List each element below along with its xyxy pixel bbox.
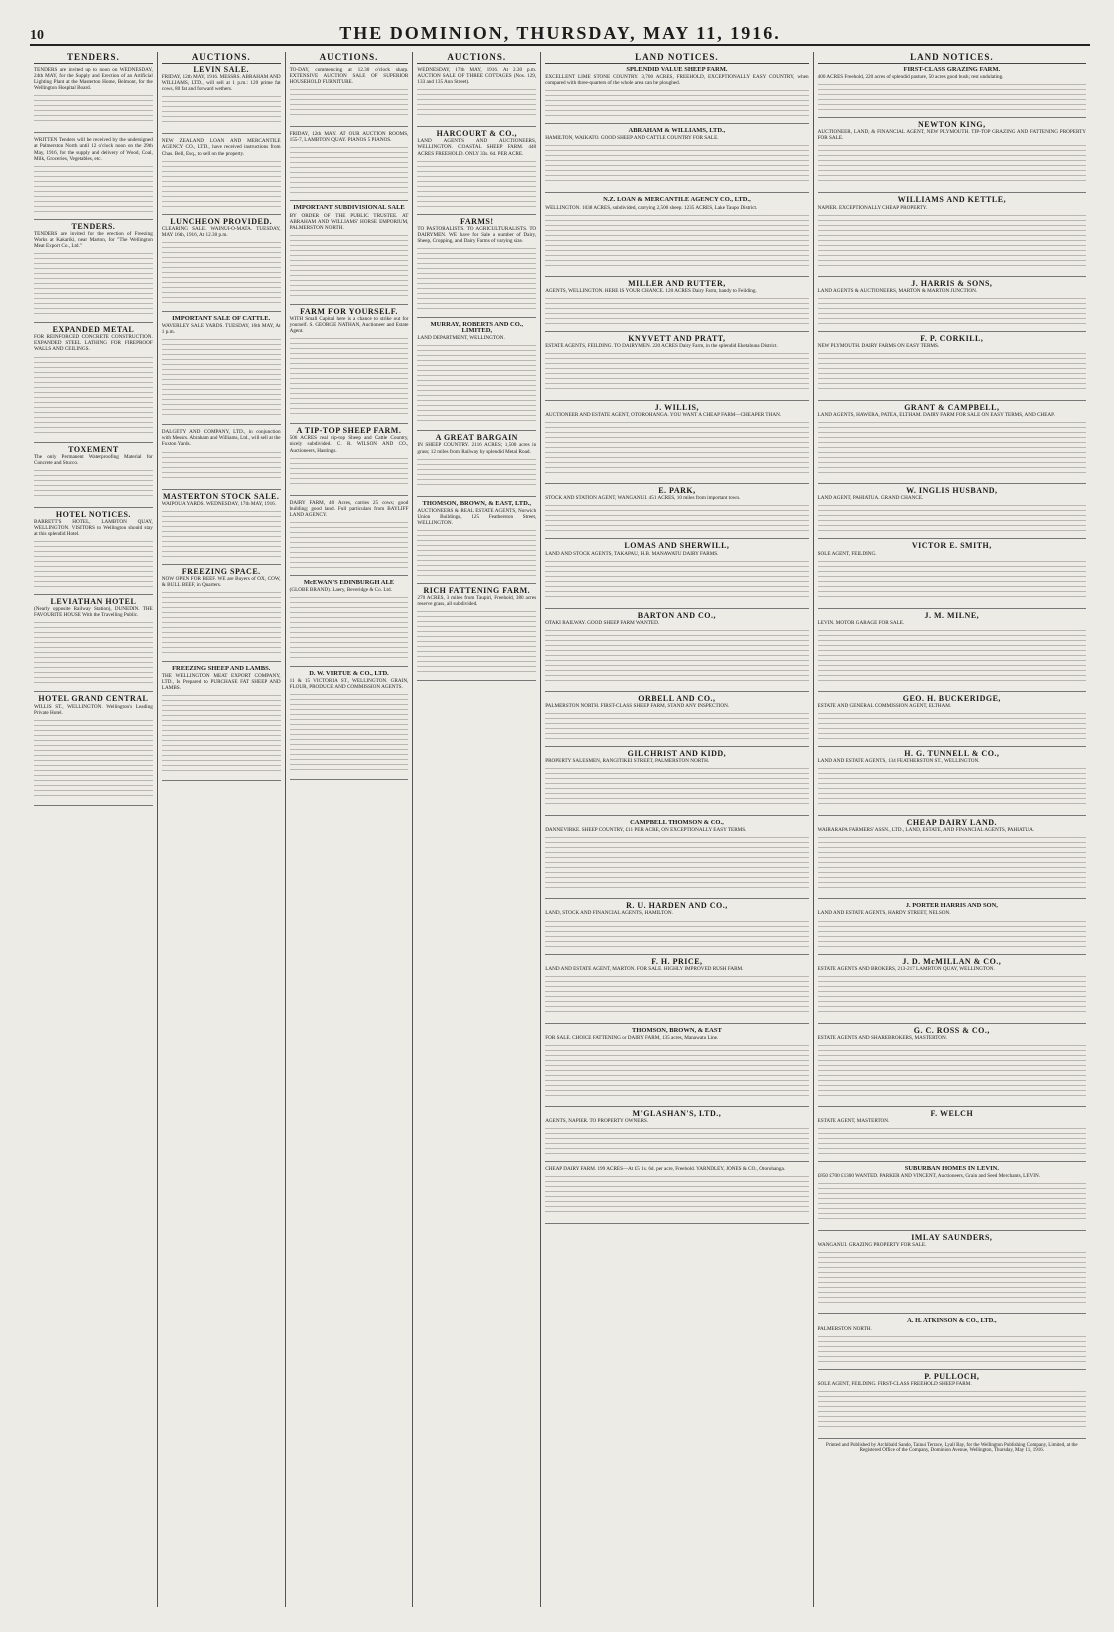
- column-heading: LAND NOTICES.: [818, 52, 1086, 64]
- fine-print-lines: [34, 716, 153, 798]
- advertisement-body: HAMILTON, WAIKATO. GOOD SHEEP AND CATTLE COUNTRY FOR SALE.: [545, 135, 719, 142]
- advertisement-title: MURRAY, ROBERTS AND CO., LIMITED,: [430, 321, 524, 335]
- advertisement-title: THOMSON, BROWN, & EAST, LTD.,: [422, 499, 532, 507]
- advertisement-title: FIRST-CLASS GRAZING FARM.: [903, 66, 1001, 73]
- advertisement: [34, 137, 153, 219]
- fine-print-lines: [162, 238, 281, 304]
- fine-print-lines: [34, 353, 153, 435]
- advertisement: [817, 1108, 1086, 1162]
- advertisement-title: J. WILLIS,: [654, 403, 699, 413]
- advertisement-body: WAIPOUA YARDS. WEDNESDAY, 17th MAY, 1916.: [161, 500, 277, 507]
- advertisement: [817, 278, 1086, 332]
- advertisement-title: N.Z. LOAN & MERCANTILE AGENCY CO., LTD.,: [603, 196, 751, 204]
- advertisement: [290, 500, 409, 576]
- advertisement-title: P. PULLOCH,: [924, 1371, 980, 1381]
- advertisement-title: CHEAP DAIRY LAND.: [906, 818, 998, 828]
- column-heading: LAND NOTICES.: [545, 52, 808, 64]
- column-auctions-2: [286, 52, 414, 1607]
- advertisement-title: FREEZING SHEEP AND LAMBS.: [172, 664, 271, 672]
- advertisement-body: LAND AND ESTATE AGENT, MARTON. FOR SALE. HIGHLY IMPROVED RUSH FARM.: [545, 965, 744, 972]
- fine-print-lines: [545, 1041, 808, 1099]
- advertisement-body: WITH Small Capital here is a chance to strike out for yourself. S. GEORGE NATHAN, Auctioneer and Estate Agent.: [289, 315, 409, 335]
- advertisement: [162, 666, 281, 781]
- advertisement-title: IMPORTANT SALE OF CATTLE.: [172, 314, 271, 322]
- fine-print-lines: [818, 1124, 1086, 1154]
- advertisement: [161, 491, 281, 565]
- fine-print-lines: [162, 157, 281, 207]
- advertisement-title: LEVIATHAN HOTEL: [50, 597, 137, 607]
- fine-print-lines: [818, 349, 1086, 393]
- fine-print-lines: [417, 526, 536, 576]
- column-auctions-3: [413, 52, 541, 1607]
- advertisement-title: LOMAS AND SHERWILL,: [624, 541, 730, 551]
- advertisement-title: GILCHRIST AND KIDD,: [627, 748, 727, 758]
- advertisement-title: THOMSON, BROWN, & EAST: [632, 1026, 722, 1034]
- fine-print-lines: [162, 691, 281, 773]
- advertisement-body: WILLIS ST., WELLINGTON. Wellington's Leading Private Hotel.: [34, 703, 153, 716]
- fine-print-lines: [290, 518, 409, 568]
- advertisement-body: LAND AGENT, PAHIATUA. GRAND CHANCE.: [817, 495, 924, 502]
- advertisement-title: A GREAT BARGAIN: [435, 433, 518, 443]
- advertisement: [290, 205, 409, 304]
- fine-print-lines: [34, 618, 153, 684]
- fine-print-lines: [162, 588, 281, 654]
- advertisement: [818, 1318, 1086, 1369]
- advertisement: [161, 566, 281, 662]
- fine-print-lines: [290, 85, 409, 119]
- advertisement-title: WILLIAMS AND KETTLE,: [897, 195, 1007, 205]
- advertisement-body: TENDERS are invited for the erection of Freezing Works at Kakariki, near Marton, for "The Wellington Meat Export Co., Ltd.": [34, 230, 153, 250]
- fine-print-lines: [545, 833, 808, 891]
- advertisement: [545, 543, 808, 608]
- advertisement: [290, 131, 409, 201]
- advertisement: [818, 1166, 1086, 1231]
- advertisement-body: TO-DAY, commencing at 12.30 o'clock sharp. EXTENSIVE AUCTION SALE OF SUPERIOR HOUSEHOLD FURNITURE.: [289, 67, 409, 86]
- advertisement-body: AUCTIONEERS & REAL ESTATE AGENTS, Norwich Union Buildings, 125 Featherston Street, WELLINGTON.: [417, 507, 537, 526]
- advertisement-body: SOLE AGENT, FEILDING. FIRST-CLASS FREEHOLD SHEEP FARM.: [817, 1380, 972, 1387]
- fine-print-lines: [417, 607, 536, 673]
- advertisement-title: IMLAY SAUNDERS,: [911, 1233, 993, 1243]
- fine-print-lines: [34, 466, 153, 500]
- advertisement-title: SUBURBAN HOMES IN LEVIN.: [904, 1165, 999, 1173]
- advertisement: [817, 610, 1086, 692]
- fine-print-lines: [417, 455, 536, 489]
- advertisement-title: ORBELL AND CO.,: [638, 693, 716, 703]
- advertisement-title: EXPANDED METAL: [52, 325, 135, 335]
- fine-print-lines: [545, 349, 808, 393]
- advertisement: [545, 820, 808, 899]
- fine-print-lines: [818, 764, 1086, 808]
- advertisement: [545, 67, 808, 124]
- fine-print-lines: [818, 1041, 1086, 1099]
- advertisement-body: WANGANUI. GRAZING PROPERTY FOR SALE.: [817, 1242, 927, 1249]
- fine-print-lines: [290, 593, 409, 659]
- advertisement-body: NEW PLYMOUTH. DAIRY FARMS ON EASY TERMS.: [817, 342, 940, 349]
- advertisement-title: KNYVETT AND PRATT,: [628, 333, 726, 343]
- advertisement-body: WELLINGTON. 1038 ACRES, subdivided, carrying 2,500 sheep. 1235 ACRES, Lake Taupo District.: [545, 204, 758, 211]
- fine-print-lines: [545, 501, 808, 531]
- advertisement-body: DANNEVIRKE. SHEEP COUNTRY, £11 PER ACRE, ON EXCEPTIONALLY EASY TERMS.: [545, 827, 747, 834]
- advertisement-title: F. P. CORKILL,: [920, 333, 984, 343]
- fine-print-lines: [290, 334, 409, 416]
- fine-print-lines: [545, 764, 808, 808]
- advertisement-body: WAVERLEY SALE YARDS. TUESDAY, 16th MAY, At 1 p.m.: [161, 323, 281, 336]
- advertisement: [545, 128, 808, 193]
- advertisement-body: FRIDAY, 12th MAY. AT OUR AUCTION ROOMS, 155-7, LAMBTON QUAY. PIANOS 5 PIANOS.: [289, 131, 409, 144]
- advertisement: [417, 131, 536, 214]
- advertisement-body: WAIRARAPA FARMERS' ASSN., LTD., LAND, ESTATE, AND FINANCIAL AGENTS, PAHIATUA.: [817, 827, 1035, 834]
- advertisement: [545, 610, 808, 692]
- advertisement-body: CHEAP DAIRY FARM. 199 ACRES—At £5 1s. 6d. per acre, Freehold. YARNDLEY, JONES & CO., Otorohanga.: [545, 1166, 786, 1173]
- fine-print-lines: [34, 249, 153, 315]
- advertisement: [34, 221, 153, 323]
- fine-print-lines: [545, 709, 808, 739]
- advertisement: [545, 693, 808, 747]
- advertisement-body: AUCTIONEER AND ESTATE AGENT, OTOROHANGA. YOU WANT A CHEAP FARM—CHEAPER THAN.: [545, 412, 782, 419]
- advertisement: [817, 1025, 1086, 1107]
- advertisement: [417, 216, 537, 318]
- advertisement-body: STOCK AND STATION AGENT, WANGANUI. 451 ACRES, 10 miles from important town.: [545, 495, 741, 502]
- advertisement-body: BARRETT'S HOTEL, LAMBTON QUAY, WELLINGTON. VISITORS to Wellington should stay at this splendid Hotel.: [34, 518, 153, 538]
- printer-imprint: Printed and Published by Archibald Sando, Tainui Terrace, Lyall Bay, for the Wellington Publishing Company, Limited, at the Registered Office of the Company, Dominion Avenue, Wellington, Thursday, May 11, 1916.: [826, 1442, 1078, 1453]
- advertisement-body: LAND AGENTS, HAWERA, PATEA, ELTHAM. DAIRY FARM FOR SALE ON EASY TERMS, AND CHEAP.: [817, 412, 1055, 419]
- advertisement-body: CLEARING SALE. WAINUI-O-MATA. TUESDAY, MAY 16th, 1916, At 12.30 p.m.: [161, 225, 281, 238]
- advertisement: [545, 488, 808, 539]
- advertisement-body: TENDERS are invited up to noon on WEDNESDAY, 24th MAY, for the Supply and Erection of an Artificial Lighting Plant at the Masterton Home, Belmont, for the Wellington Hospital Board.: [34, 67, 153, 92]
- fine-print-lines: [545, 294, 808, 324]
- advertisement-body: TO PASTORALISTS. TO AGRICULTURALISTS. TO DAIRYMEN. WE have for Sale a number of Dairy, Sheep, Cropping, and Dairy Farms of varying size.: [417, 225, 537, 244]
- column-land-notices-2: [814, 52, 1090, 1607]
- column-heading: AUCTIONS.: [290, 52, 409, 64]
- advertisement: [545, 748, 808, 816]
- fine-print-lines: [34, 537, 153, 587]
- columns-container: [30, 52, 1090, 1607]
- advertisement-body: AGENTS, WELLINGTON. HERE IS YOUR CHANCE. 120 ACRES Dairy Farm, handy to Feilding.: [545, 287, 757, 294]
- advertisement-title: G. C. ROSS & CO.,: [913, 1025, 990, 1035]
- advertisement-body: ESTATE AGENTS, FEILDING. TO DAIRYMEN. 220 ACRES Dairy Farm, in the splendid Eketahuna District.: [545, 342, 778, 349]
- advertisement-title: E. PARK,: [658, 486, 696, 496]
- advertisement-body: OTAKI RAILWAY. GOOD SHEEP FARM WANTED.: [545, 619, 660, 626]
- advertisement-title: A TIP-TOP SHEEP FARM.: [296, 426, 402, 436]
- advertisement-title: HOTEL GRAND CENTRAL: [38, 694, 149, 704]
- advertisement: [289, 306, 409, 424]
- advertisement-body: WEDNESDAY, 17th MAY, 1916. At 2.30 p.m. AUCTION SALE OF THREE COTTAGES (Nos. 129, 133 and 135 Ann Street).: [417, 67, 537, 86]
- column-heading: AUCTIONS.: [162, 52, 281, 64]
- fine-print-lines: [545, 626, 808, 684]
- advertisement-body: 400 ACRES Freehold, 220 acres of splendid pasture, 50 acres good bush; rest undulating.: [817, 74, 1004, 81]
- fine-print-lines: [290, 143, 409, 193]
- advertisement: [417, 67, 536, 127]
- fine-print-lines: [818, 917, 1086, 947]
- fine-print-lines: [290, 231, 409, 297]
- advertisement: [818, 488, 1086, 539]
- fine-print-lines: [545, 917, 808, 947]
- advertisement: [545, 405, 808, 484]
- advertisement-title: D. W. VIRTUE & CO., LTD.: [309, 670, 389, 678]
- advertisement: [162, 138, 281, 214]
- advertisement-title: IMPORTANT SUBDIVISIONAL SALE: [293, 204, 405, 212]
- advertisement-body: ESTATE AGENT, MASTERTON.: [817, 1118, 890, 1124]
- fine-print-lines: [417, 244, 536, 310]
- fine-print-lines: [417, 157, 536, 207]
- advertisement-title: RICH FATTENING FARM.: [423, 585, 531, 595]
- advertisement: [34, 599, 153, 692]
- fine-print-lines: [545, 418, 808, 476]
- column-land-notices-1: [541, 52, 813, 1607]
- advertisement-title: J. PORTER HARRIS AND SON,: [905, 902, 998, 910]
- advertisement-title: F. H. PRICE,: [651, 956, 703, 966]
- advertisement-body: NEW ZEALAND LOAN AND MERCANTILE AGENCY CO., LTD., have received instructions from Chas. Bell, Esq., to sell on the property.: [161, 138, 281, 157]
- advertisement-body: (GLOBE BRAND). Laery, Beveridge & Co. Ltd.: [289, 586, 392, 593]
- fine-print-lines: [34, 162, 153, 212]
- fine-print-lines: [818, 501, 1086, 531]
- advertisement-body: NOW OPEN FOR BEEF. WE are Buyers of OX, COW, & BULL BEEF, in Quarters.: [161, 575, 281, 588]
- advertisement-body: (Nearly opposite Railway Station), DUNEDIN. THE FAVOURITE HOUSE With the Travelling Public.: [34, 606, 153, 619]
- advertisement-body: PALMERSTON NORTH. FIRST-CLASS SHEEP FARM, STAND ANY INSPECTION.: [545, 702, 730, 709]
- fine-print-lines: [818, 294, 1086, 324]
- advertisement: [818, 820, 1086, 899]
- advertisement-title: MILLER AND RUTTER,: [628, 278, 726, 288]
- advertisement-body: FOR REINFORCED CONCRETE CONSTRUCTION. EXPANDED STEEL LATHING FOR FIREPROOF WALLS AND CEILINGS.: [34, 334, 153, 353]
- advertisement: [818, 1235, 1086, 1314]
- advertisement: [817, 693, 1086, 747]
- fine-print-lines: [545, 141, 808, 185]
- fine-print-lines: [818, 418, 1086, 476]
- advertisement-title: NEWTON KING,: [918, 120, 986, 130]
- advertisement-body: LAND, STOCK AND FINANCIAL AGENTS, HAMILTON.: [545, 910, 673, 917]
- advertisement-title: SPLENDID VALUE SHEEP FARM.: [626, 66, 728, 73]
- advertisement-body: 270 ACRES, 3 miles from Taupiri, Freehold, 380 acres reserve grass, all subdivided.: [417, 595, 537, 608]
- advertisement: [817, 956, 1086, 1024]
- fine-print-lines: [818, 211, 1086, 269]
- advertisement: [417, 322, 536, 431]
- advertisement-body: DAIRY FARM, 40 Acres, carries 25 cows; good building; good land. Full particulars from BAYLIFF LAND AGENCY.: [289, 499, 409, 518]
- fine-print-lines: [545, 972, 808, 1016]
- advertisement-body: SOLE AGENT, FEILDING.: [817, 550, 877, 557]
- advertisement: [290, 428, 409, 495]
- fine-print-lines: [818, 1179, 1086, 1223]
- advertisement-body: LAND AND ESTATE AGENTS, HARDY STREET, NELSON.: [817, 910, 951, 917]
- advertisement-title: R. U. HARDEN AND CO.,: [626, 901, 728, 911]
- advertisement: [818, 903, 1086, 954]
- fine-print-lines: [818, 833, 1086, 891]
- advertisement-body: WRITTEN Tenders will be received by the undersigned at Palmerston North until 12 o'clock noon on the 29th May, 1916, for the supply and delivery of Wood, Coal, Milk, Groceries, Vegetables, etc.: [34, 137, 153, 162]
- advertisement: [545, 956, 808, 1024]
- advertisement: [34, 444, 153, 508]
- advertisement-body: BY ORDER OF THE PUBLIC TRUSTEE. AT ABRAHAM AND WILLIAMS' HORSE EMPORIUM, PALMERSTON NORTH.: [289, 212, 409, 231]
- fine-print-lines: [545, 1124, 808, 1154]
- advertisement-title: J. M. MILNE,: [924, 610, 980, 620]
- advertisement-title: GEO. H. BUCKERIDGE,: [902, 693, 1001, 703]
- advertisement: [818, 197, 1086, 276]
- fine-print-lines: [545, 86, 808, 116]
- advertisement-body: DALGETY AND COMPANY, LTD., in conjunction with Messrs. Abraham and Williams, Ltd., will sell at the Foxton Yards.: [161, 429, 281, 448]
- column-auctions-1: [158, 52, 286, 1607]
- advertisement-body: LAND AGENTS & AUCTIONEERS, MARTON & MARTON JUNCTION.: [817, 287, 978, 294]
- advertisement-title: GRANT & CAMPBELL,: [904, 403, 1000, 413]
- column-heading: TENDERS.: [34, 52, 153, 64]
- fine-print-lines: [162, 507, 281, 557]
- advertisement-body: AUCTIONEER, LAND, & FINANCIAL AGENT, NEW PLYMOUTH. TIP-TOP GRAZING AND FATTENING PROPERTY FOR SALE.: [817, 129, 1087, 142]
- advertisement-body: ESTATE AND GENERAL COMMISSION AGENT, ELTHAM.: [817, 702, 952, 709]
- advertisement-body: LAND AGENTS AND AUCTIONEERS, WELLINGTON. COASTAL SHEEP FARM. 440 ACRES FREEHOLD. ONLY 33s. 6d. PER ACRE.: [417, 138, 537, 157]
- advertisement-body: LAND AND ESTATE AGENTS, 134 FEATHERSTON ST., WELLINGTON.: [817, 758, 980, 765]
- fine-print-lines: [818, 80, 1086, 110]
- fine-print-lines: [290, 690, 409, 772]
- column-tenders: [30, 52, 158, 1607]
- advertisement: [818, 67, 1086, 118]
- fine-print-lines: [818, 1332, 1086, 1362]
- fine-print-lines: [545, 557, 808, 601]
- advertisement: [545, 278, 808, 332]
- page-number: 10: [30, 28, 44, 43]
- advertisement: [545, 1028, 808, 1107]
- advertisement-title: A. H. ATKINSON & CO., LTD.,: [907, 1317, 997, 1325]
- advertisement: [817, 1371, 1086, 1439]
- advertisement-body: FOR SALE. CHOICE FATTENING or DAIRY FARM, 135 acres, Manawatu Line.: [545, 1034, 719, 1041]
- fine-print-lines: [818, 626, 1086, 684]
- fine-print-lines: [34, 91, 153, 125]
- advertisement: [545, 333, 808, 401]
- advertisement: [290, 67, 409, 127]
- advertisement: [417, 501, 536, 584]
- fine-print-lines: [818, 1387, 1086, 1431]
- fine-print-lines: [417, 85, 536, 119]
- advertisement: [818, 122, 1086, 193]
- advertisement-title: HARCOURT & CO.,: [436, 129, 517, 139]
- advertisement: [162, 429, 281, 489]
- advertisement: [34, 696, 153, 805]
- advertisement-title: VICTOR E. SMITH,: [911, 541, 992, 551]
- fine-print-lines: [818, 972, 1086, 1016]
- advertisement: [817, 748, 1086, 816]
- advertisement: [34, 327, 153, 442]
- advertisement-title: J. HARRIS & SONS,: [911, 278, 993, 288]
- advertisement-body: 506 ACRES real tip-top Sheep and Cattle Country, nicely subdivided. C. R. WILSON AND CO., Auctioneers, Hastings.: [289, 435, 409, 454]
- advertisement-title: TENDERS.: [71, 221, 116, 231]
- advertisement: [417, 585, 537, 681]
- fine-print-lines: [818, 557, 1086, 601]
- fine-print-lines: [290, 454, 409, 488]
- advertisement-body: ESTATE AGENTS AND BROKERS, 213-217 LAMBTON QUAY, WELLINGTON.: [817, 965, 995, 972]
- fine-print-lines: [545, 1172, 808, 1216]
- advertisement: [817, 333, 1086, 401]
- advertisement-title: McEWAN'S EDINBURGH ALE: [303, 578, 395, 586]
- advertisement-body: AGENTS, NAPIER. TO PROPERTY OWNERS.: [545, 1118, 649, 1124]
- advertisement-title: LEVIN SALE.: [193, 65, 250, 74]
- advertisement-title: TOXEMENT: [68, 444, 119, 454]
- advertisement: [545, 1166, 808, 1224]
- advertisement-title: FARMS!: [460, 216, 494, 226]
- column-heading: AUCTIONS.: [417, 52, 536, 64]
- advertisement: [161, 216, 281, 312]
- advertisement-body: LAND DEPARTMENT, WELLINGTON.: [417, 335, 505, 342]
- advertisement-title: W. INGLIS HUSBAND,: [906, 486, 998, 496]
- advertisement-body: £850 £700 £1300 WANTED. PARKER AND VINCENT, Auctioneers, Grain and Seed Merchants, LEVIN.: [817, 1173, 1041, 1180]
- advertisement: [545, 903, 808, 954]
- advertisement-body: IN SHEEP COUNTRY. 2116 ACRES; 1,500 acres in grass; 12 miles from Railway by splendid Metal Road.: [417, 442, 537, 455]
- advertisement-title: CAMPBELL THOMSON & CO.,: [630, 819, 724, 827]
- advertisement-body: ESTATE AGENTS AND SHAREBROKERS, MASTERTON.: [817, 1034, 948, 1041]
- advertisement: [162, 67, 281, 134]
- advertisement-body: THE WELLINGTON MEAT EXPORT COMPANY, LTD., Is Prepared to PURCHASE FAT SHEEP AND LAMBS.: [161, 673, 281, 692]
- advertisement: [545, 1108, 808, 1162]
- advertisement-title: J. D. McMILLAN & CO.,: [902, 956, 1002, 966]
- advertisement-body: NAPIER. EXCEPTIONALLY CHEAP PROPERTY.: [817, 204, 928, 211]
- advertisement: [162, 316, 281, 425]
- masthead: [30, 22, 1090, 46]
- advertisement: [545, 197, 808, 276]
- advertisement: [417, 435, 536, 496]
- advertisement-title: MASTERTON STOCK SALE.: [162, 491, 280, 501]
- fine-print-lines: [818, 709, 1086, 739]
- advertisement-body: LAND AND STOCK AGENTS, TAKAPAU, H.B. MANAWATU DAIRY FARMS.: [545, 550, 719, 557]
- advertisement: [290, 671, 409, 780]
- fine-print-lines: [162, 335, 281, 417]
- advertisement: [34, 509, 153, 595]
- fine-print-lines: [162, 448, 281, 482]
- fine-print-lines: [818, 1248, 1086, 1306]
- advertisement-body: PROPERTY SALESMEN, RANGITIKEI STREET, PALMERSTON NORTH.: [545, 758, 710, 765]
- advertisement-title: HOTEL NOTICES.: [55, 509, 131, 519]
- advertisement-body: The only Permanent Waterproofing Material for Concrete and Stucco.: [34, 453, 153, 466]
- advertisement-title: FREEZING SPACE.: [181, 566, 261, 576]
- advertisement-body: EXCELLENT LIME STONE COUNTRY. 3,700 ACRES, FREEHOLD, EXCEPTIONALLY EASY COUNTRY, when compared with three-quarters of the whole area can be ploughed.: [545, 74, 809, 87]
- fine-print-lines: [818, 141, 1086, 185]
- masthead-title: THE DOMINION, THURSDAY, MAY 11, 1916.: [339, 23, 781, 43]
- advertisement-body: PALMERSTON NORTH.: [817, 1325, 872, 1332]
- advertisement-title: M'GLASHAN'S, LTD.,: [632, 1108, 722, 1118]
- advertisement-title: F. WELCH: [930, 1108, 974, 1118]
- advertisement-body: FRIDAY, 12th MAY, 1916. MESSRS. ABRAHAM AND WILLIAMS, LTD., will sell at 1 p.m.: 120 prime fat cows, 80 fat and forward wethers.: [161, 74, 281, 93]
- advertisement-title: LUNCHEON PROVIDED.: [170, 216, 273, 226]
- advertisement: [818, 405, 1086, 484]
- advertisement-title: FARM FOR YOURSELF.: [300, 306, 398, 316]
- advertisement: [34, 67, 153, 133]
- advertisement: [290, 580, 409, 667]
- fine-print-lines: [162, 92, 281, 126]
- advertisement-title: ABRAHAM & WILLIAMS, LTD.,: [628, 127, 726, 135]
- advertisement: [818, 543, 1086, 608]
- advertisement-title: BARTON AND CO.,: [637, 610, 716, 620]
- fine-print-lines: [417, 341, 536, 423]
- advertisement-title: H. G. TUNNELL & CO.,: [904, 748, 1000, 758]
- fine-print-lines: [545, 211, 808, 269]
- advertisement-body: LEVIN. MOTOR GARAGE FOR SALE.: [817, 619, 905, 626]
- advertisement-body: 11 & 15 VICTORIA ST., WELLINGTON. GRAIN, FLOUR, PRODUCE AND COMMISSION AGENTS.: [289, 678, 409, 691]
